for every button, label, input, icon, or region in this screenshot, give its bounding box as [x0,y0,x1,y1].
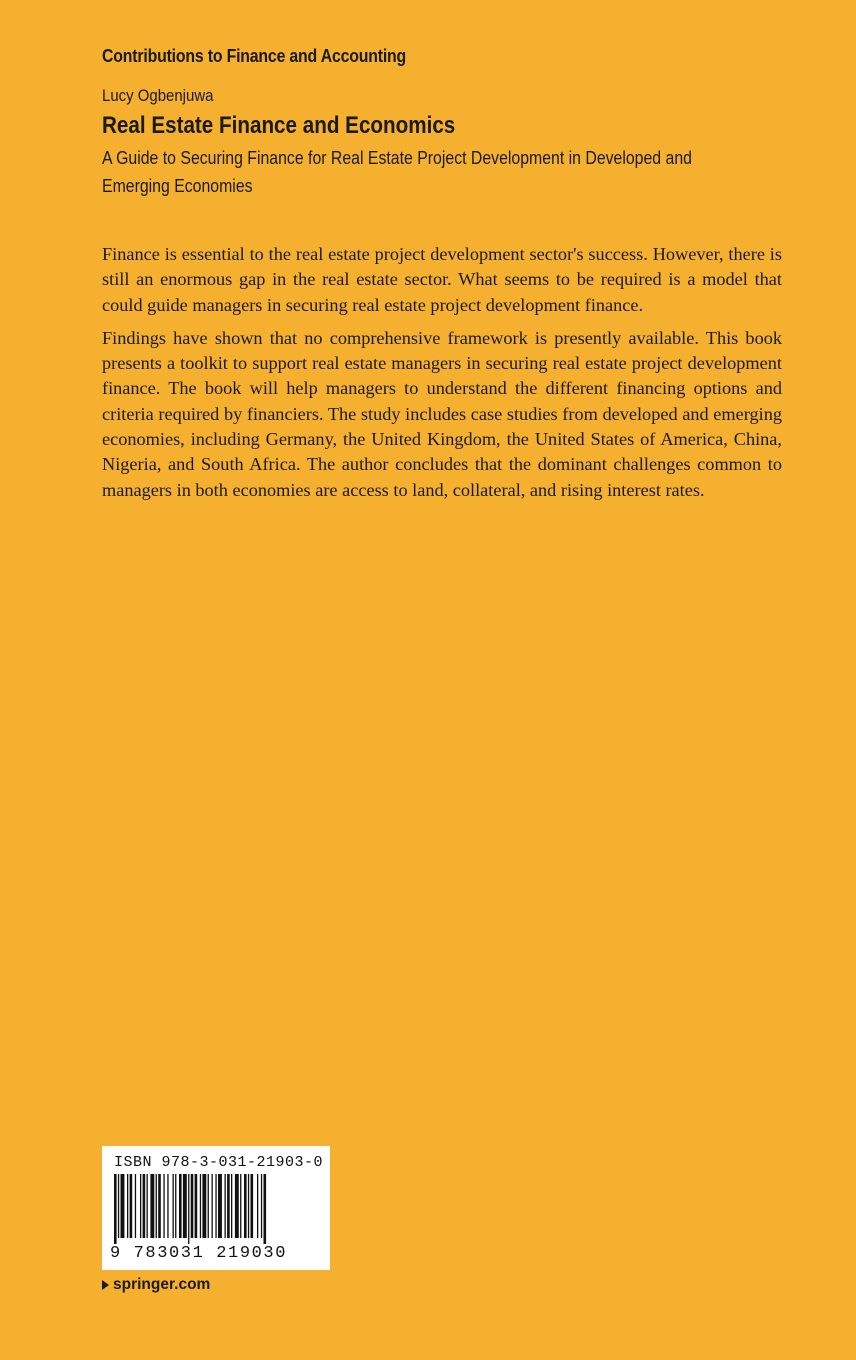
barcode-bar [121,1174,125,1238]
barcode-bar [202,1174,206,1238]
barcode-bar [143,1174,146,1238]
barcode-bar [235,1174,239,1238]
barcode-digits: 9 783031 219030 [110,1244,288,1263]
publisher-link[interactable] [102,1276,210,1294]
barcode-bar [147,1174,148,1238]
barcode-bar [167,1174,168,1238]
publisher-link-text: springer.com [113,1276,211,1293]
isbn-label: ISBN 978-3-031-21903-0 [114,1154,324,1171]
barcode-bar [150,1174,154,1238]
barcode-bar [179,1174,182,1238]
barcode-bar [218,1174,222,1238]
abstract-paragraph-2: Findings have shown that no comprehensive framework is presently available. This book presents a toolkit to support real estate managers in securing real estate project development finance. The book will help managers to understand the different financing options and criteria required by financiers. The study includes case studies from developed and emerging economies, including Germany, the United Kingdom, the United States of America, China, Nigeria, and South Africa. The author concludes that the dominant challenges common to managers in both economies are access to land, collateral, and rising interest rates. [102,327,782,500]
barcode-bar [191,1174,194,1238]
barcode-bar [114,1174,117,1244]
book-title: Real Estate Finance and Economics [102,112,456,139]
barcode-bar [261,1174,262,1238]
abstract-paragraph-1: Finance is essential to the real estate project development sector's success. However, there is still an enormous gap in the real estate sector. What seems to be required is a model that could guide managers in securing real estate project development finance. [102,244,782,315]
author-name: Lucy Ogbenjuwa [102,86,214,105]
barcode-bar [225,1174,226,1238]
barcode-bar [251,1174,254,1238]
book-subtitle: A Guide to Securing Finance for Real Estate Project Development in Developed and Emerging Economies [102,148,692,196]
abstract [102,242,782,511]
barcode-bar [175,1174,176,1238]
barcode-bar [163,1174,164,1238]
barcode-bar [135,1174,136,1238]
barcode-bar [173,1174,174,1238]
barcode-bar [231,1174,232,1238]
arrow-right-icon [102,1280,109,1290]
barcode-bar [257,1174,258,1238]
barcode-bar [156,1174,157,1238]
barcode-bar [212,1174,213,1238]
barcode-bar [215,1174,216,1238]
barcode-bar [158,1174,161,1238]
barcode-bar [183,1174,187,1238]
barcode-bar [227,1174,230,1238]
barcode-bar [140,1174,141,1238]
barcode-bar [208,1174,209,1238]
barcode-bar [118,1174,119,1238]
barcode-bar [248,1174,249,1238]
barcode-bar [127,1174,128,1238]
barcode-bar [244,1174,247,1238]
barcode-bar [130,1174,133,1238]
barcode-bar [200,1174,201,1238]
barcode-bar [264,1174,267,1244]
barcode-bar [188,1174,189,1244]
barcode-bar [240,1174,241,1238]
barcode-box [102,1146,330,1270]
series-title: Contributions to Finance and Accounting [102,46,407,66]
barcode-icon [114,1174,318,1244]
barcode-bar [195,1174,198,1238]
